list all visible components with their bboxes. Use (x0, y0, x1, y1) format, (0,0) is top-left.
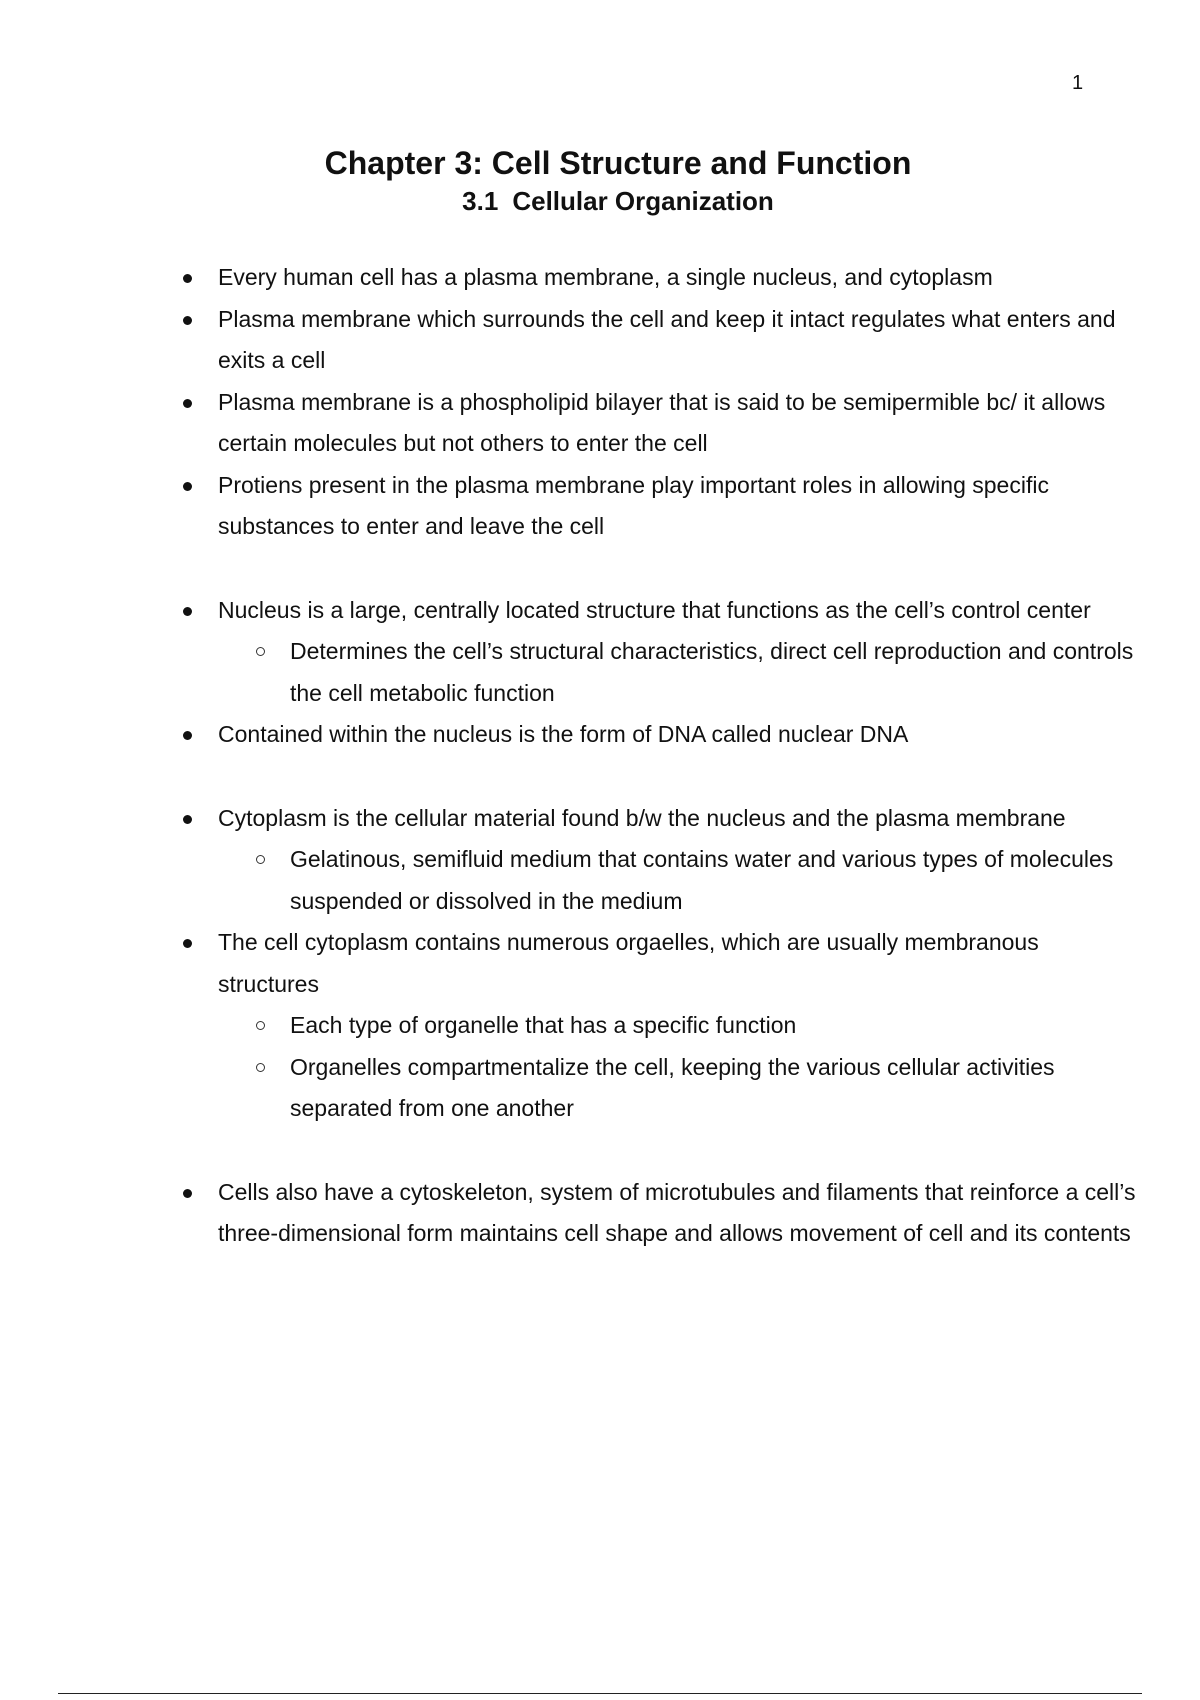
sub-list-item (0, 839, 1200, 922)
hollow-bullet-icon (256, 1063, 265, 1072)
bullet-icon (183, 607, 192, 616)
list-item-text: Determines the cell’s structural characteristics, direct cell reproduction and controls the cell metabolic function (290, 638, 1134, 706)
list-item (0, 299, 1200, 382)
list-item-text: Plasma membrane which surrounds the cell and keep it intact regulates what enters and exits a cell (218, 305, 1116, 373)
hollow-bullet-icon (256, 855, 265, 864)
hollow-bullet-icon (256, 647, 265, 656)
chapter-title: Chapter 3: Cell Structure and Function (324, 145, 912, 181)
list-item (0, 465, 1200, 548)
bullet-icon (183, 399, 192, 408)
list-item-text: Cytoplasm is the cellular material found b/w the nucleus and the plasma membrane (218, 804, 1066, 831)
bullet-icon (183, 316, 192, 325)
title-block (0, 143, 1200, 219)
sub-list-item (0, 631, 1200, 714)
paragraph-gap (0, 1130, 1200, 1172)
sub-list-item (0, 1047, 1200, 1130)
hollow-bullet-icon (256, 1021, 265, 1030)
bullet-icon (183, 482, 192, 491)
bullet-icon (183, 1189, 192, 1198)
list-item-text: Protiens present in the plasma membrane play important roles in allowing specific substances to enter and leave the cell (218, 471, 1049, 539)
bullet-icon (183, 815, 192, 824)
list-item-text: Each type of organelle that has a specific function (290, 1012, 797, 1038)
section-number: 3.1 (462, 186, 499, 216)
notes-list (0, 257, 1200, 1255)
paragraph-gap (0, 548, 1200, 590)
list-item (0, 798, 1200, 840)
section-heading-text: Cellular Organization (512, 186, 774, 216)
list-item (0, 922, 1200, 1005)
bullet-icon (183, 939, 192, 948)
list-item (0, 382, 1200, 465)
list-item (0, 590, 1200, 632)
list-item-text: Gelatinous, semifluid medium that contains water and various types of molecules suspended or dissolved in the medium (290, 846, 1114, 914)
list-item-text: Every human cell has a plasma membrane, a single nucleus, and cytoplasm (218, 264, 993, 290)
list-item-text: Plasma membrane is a phospholipid bilayer that is said to be semipermible bc/ it allows certain molecules but not others to enter the cell (218, 388, 1106, 456)
bullet-icon (183, 274, 192, 283)
page-number: 1 (1072, 72, 1084, 94)
list-item-text: Cells also have a cytoskeleton, system of microtubules and filaments that reinforce a cell’s three-dimensional form maintains cell shape and allows movement of cell and its contents (218, 1178, 1136, 1246)
paragraph-gap (0, 756, 1200, 798)
list-item-text: The cell cytoplasm contains numerous orgaelles, which are usually membranous structures (218, 929, 1039, 997)
list-item (0, 257, 1200, 299)
bullet-icon (183, 731, 192, 740)
section-title (0, 183, 1200, 219)
list-item-text: Contained within the nucleus is the form of DNA called nuclear DNA (218, 721, 909, 747)
list-item-text: Organelles compartmentalize the cell, keeping the various cellular activities separated from one another (290, 1053, 1055, 1121)
list-item (0, 714, 1200, 756)
list-item-text: Nucleus is a large, centrally located structure that functions as the cell’s control center (218, 596, 1091, 623)
list-item (0, 1172, 1200, 1255)
sub-list-item (0, 1005, 1200, 1047)
footer-divider (58, 1693, 1142, 1694)
